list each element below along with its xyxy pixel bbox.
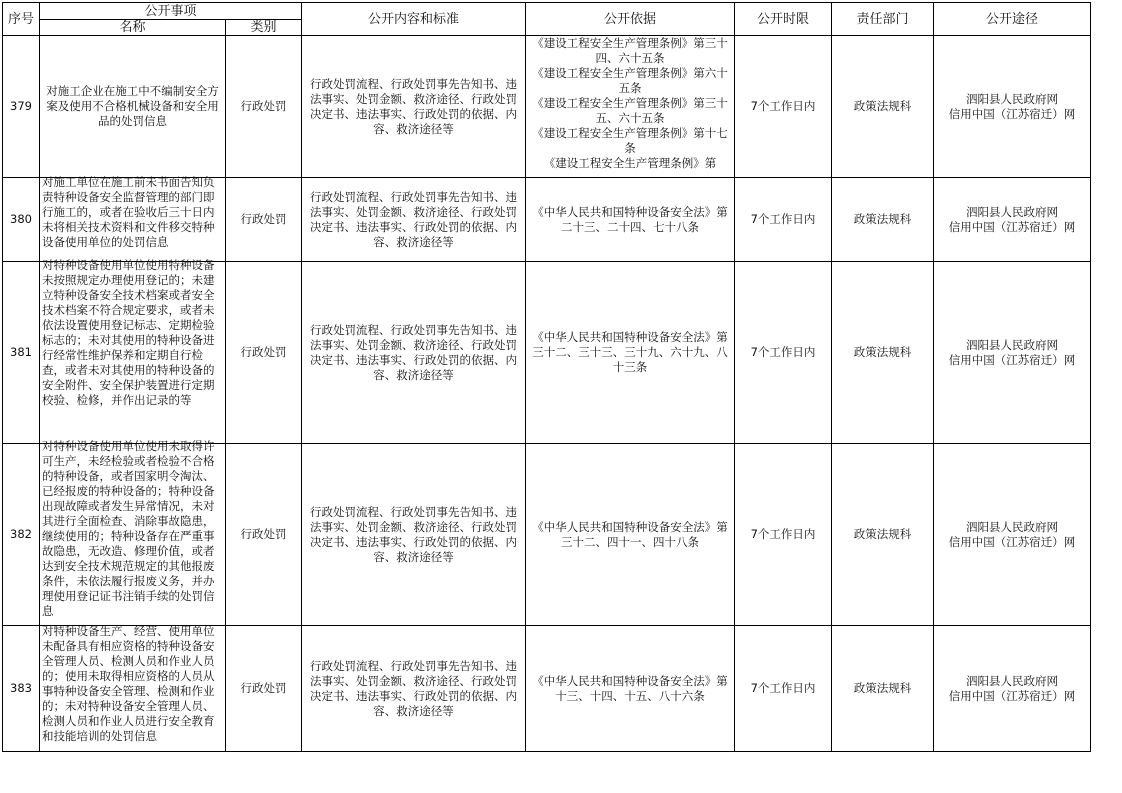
cell-seq: 383 — [3, 626, 40, 752]
cell-basis-text: 《中华人民共和国特种设备安全法》第三十二、四十一、四十八条 — [532, 519, 728, 549]
cell-category: 行政处罚 — [226, 178, 302, 262]
table-body — [3, 36, 1091, 752]
cell-channel: 泗阳县人民政府网 信用中国（江苏宿迁）网 — [934, 262, 1091, 444]
cell-content-text: 行政处罚流程、行政处罚事先告知书、违法事实、处罚金额、救济途径、行政处罚决定书、违法事实、行政处罚的依据、内容、救济途径等 — [310, 322, 517, 382]
cell-time-limit: 7个工作日内 — [735, 36, 832, 178]
cell-department: 政策法规科 — [832, 262, 934, 444]
table-row — [3, 178, 1091, 262]
table-header — [3, 3, 1091, 36]
cell-content — [302, 178, 526, 262]
cell-basis-text: 《中华人民共和国特种设备安全法》第十三、十四、十五、八十六条 — [532, 673, 728, 703]
cell-seq: 380 — [3, 178, 40, 262]
cell-category: 行政处罚 — [226, 444, 302, 626]
cell-name-text: 对施工单位在施工前未书面告知负责特种设备安全监督管理的部门即行施工的，或者在验收后三十日内未将相关技术资料和文件移交特种设备使用单位的处罚信息 — [42, 174, 215, 249]
cell-content-text: 行政处罚流程、行政处罚事先告知书、违法事实、处罚金额、救济途径、行政处罚决定书、违法事实、行政处罚的依据、内容、救济途径等 — [310, 658, 517, 718]
cell-name — [40, 36, 226, 178]
cell-content-text: 行政处罚流程、行政处罚事先告知书、违法事实、处罚金额、救济途径、行政处罚决定书、违法事实、行政处罚的依据、内容、救济途径等 — [310, 504, 517, 564]
cell-basis-text: 《中华人民共和国特种设备安全法》第三十二、三十三、三十九、六十九、八十三条 — [532, 330, 728, 374]
cell-name-text: 对特种设备使用单位使用未取得许可生产，未经检验或者检验不合格的特种设备，或者国家明令淘汰、已经报废的特种设备的；特种设备出现故障或者发生异常情况，未对其进行全面检查、消除事故隐患，继续使用的；特种设备存在严重事故隐患，无改造、修理价值，或者达到安全技术规范规定的其他报废条件，未依法履行报废义务，并办理使用登记证书注销手续的处罚信息 — [42, 438, 215, 618]
cell-content-text: 行政处罚流程、行政处罚事先告知书、违法事实、处罚金额、救济途径、行政处罚决定书、违法事实、行政处罚的依据、内容、救济途径等 — [310, 76, 517, 136]
cell-time-limit: 7个工作日内 — [735, 262, 832, 444]
header-channel: 公开途径 — [934, 3, 1091, 36]
cell-time-limit: 7个工作日内 — [735, 626, 832, 752]
cell-basis — [526, 626, 735, 752]
header-time-limit: 公开时限 — [735, 3, 832, 36]
table-row — [3, 262, 1091, 444]
cell-basis — [526, 178, 735, 262]
cell-seq: 379 — [3, 36, 40, 178]
cell-name-text: 对施工企业在施工中不编制安全方案及使用不合格机械设备和安全用品的处罚信息 — [46, 84, 219, 128]
cell-seq: 382 — [3, 444, 40, 626]
cell-basis — [526, 36, 735, 178]
cell-channel: 泗阳县人民政府网 信用中国（江苏宿迁）网 — [934, 36, 1091, 178]
cell-content — [302, 444, 526, 626]
cell-department: 政策法规科 — [832, 444, 934, 626]
header-item-group: 公开事项 — [40, 3, 302, 20]
cell-content — [302, 262, 526, 444]
table-row — [3, 444, 1091, 626]
cell-time-limit: 7个工作日内 — [735, 444, 832, 626]
cell-content — [302, 36, 526, 178]
header-seq: 序号 — [3, 3, 40, 36]
cell-name — [40, 623, 226, 752]
cell-basis-text: 《建设工程安全生产管理条例》第三十四、六十五条 《建设工程安全生产管理条例》第六十五条 《建设工程安全生产管理条例》第三十五、六十五条 《建设工程安全生产管理条例》第十七条 《建设工程安全生产管理条例》第 — [532, 35, 728, 170]
cell-department: 政策法规科 — [832, 626, 934, 752]
cell-name-text: 对特种设备使用单位使用特种设备未按照规定办理使用登记的；未建立特种设备安全技术档案或者安全技术档案不符合规定要求，或者未依法设置使用登记标志、定期检验标志的；未对其使用的特种设备进行经常性维护保养和定期自行检查，或者未对其使用的特种设备的安全附件、安全保护装置进行定期校验、检修，并作出记录的等 — [42, 258, 215, 407]
table-row — [3, 626, 1091, 752]
cell-seq: 381 — [3, 262, 40, 444]
disclosure-table — [2, 2, 1091, 752]
cell-channel: 泗阳县人民政府网 信用中国（江苏宿迁）网 — [934, 444, 1091, 626]
cell-name — [40, 438, 226, 626]
cell-category: 行政处罚 — [226, 36, 302, 178]
cell-name-text: 对特种设备生产、经营、使用单位未配备具有相应资格的特种设备安全管理人员、检测人员和作业人员的；使用未取得相应资格的人员从事特种设备安全管理、检测和作业的；未对特种设备安全管理人员、检测人员和作业人员进行安全教育和技能培训的处罚信息 — [42, 623, 215, 743]
header-department: 责任部门 — [832, 3, 934, 36]
cell-name — [40, 174, 226, 262]
cell-department: 政策法规科 — [832, 36, 934, 178]
cell-category: 行政处罚 — [226, 626, 302, 752]
cell-content-text: 行政处罚流程、行政处罚事先告知书、违法事实、处罚金额、救济途径、行政处罚决定书、违法事实、行政处罚的依据、内容、救济途径等 — [310, 189, 517, 249]
cell-content — [302, 626, 526, 752]
cell-channel: 泗阳县人民政府网 信用中国（江苏宿迁）网 — [934, 626, 1091, 752]
cell-basis-text: 《中华人民共和国特种设备安全法》第二十三、二十四、七十八条 — [532, 204, 728, 234]
header-content: 公开内容和标准 — [302, 3, 526, 36]
cell-basis — [526, 262, 735, 444]
cell-time-limit: 7个工作日内 — [735, 178, 832, 262]
table-row — [3, 36, 1091, 178]
cell-category: 行政处罚 — [226, 262, 302, 444]
disclosure-table-sheet — [2, 2, 1091, 752]
header-basis: 公开依据 — [526, 3, 735, 36]
cell-name — [40, 258, 226, 444]
header-name: 名称 — [40, 20, 226, 36]
cell-department: 政策法规科 — [832, 178, 934, 262]
cell-basis — [526, 444, 735, 626]
header-category: 类别 — [226, 20, 302, 36]
cell-channel: 泗阳县人民政府网 信用中国（江苏宿迁）网 — [934, 178, 1091, 262]
